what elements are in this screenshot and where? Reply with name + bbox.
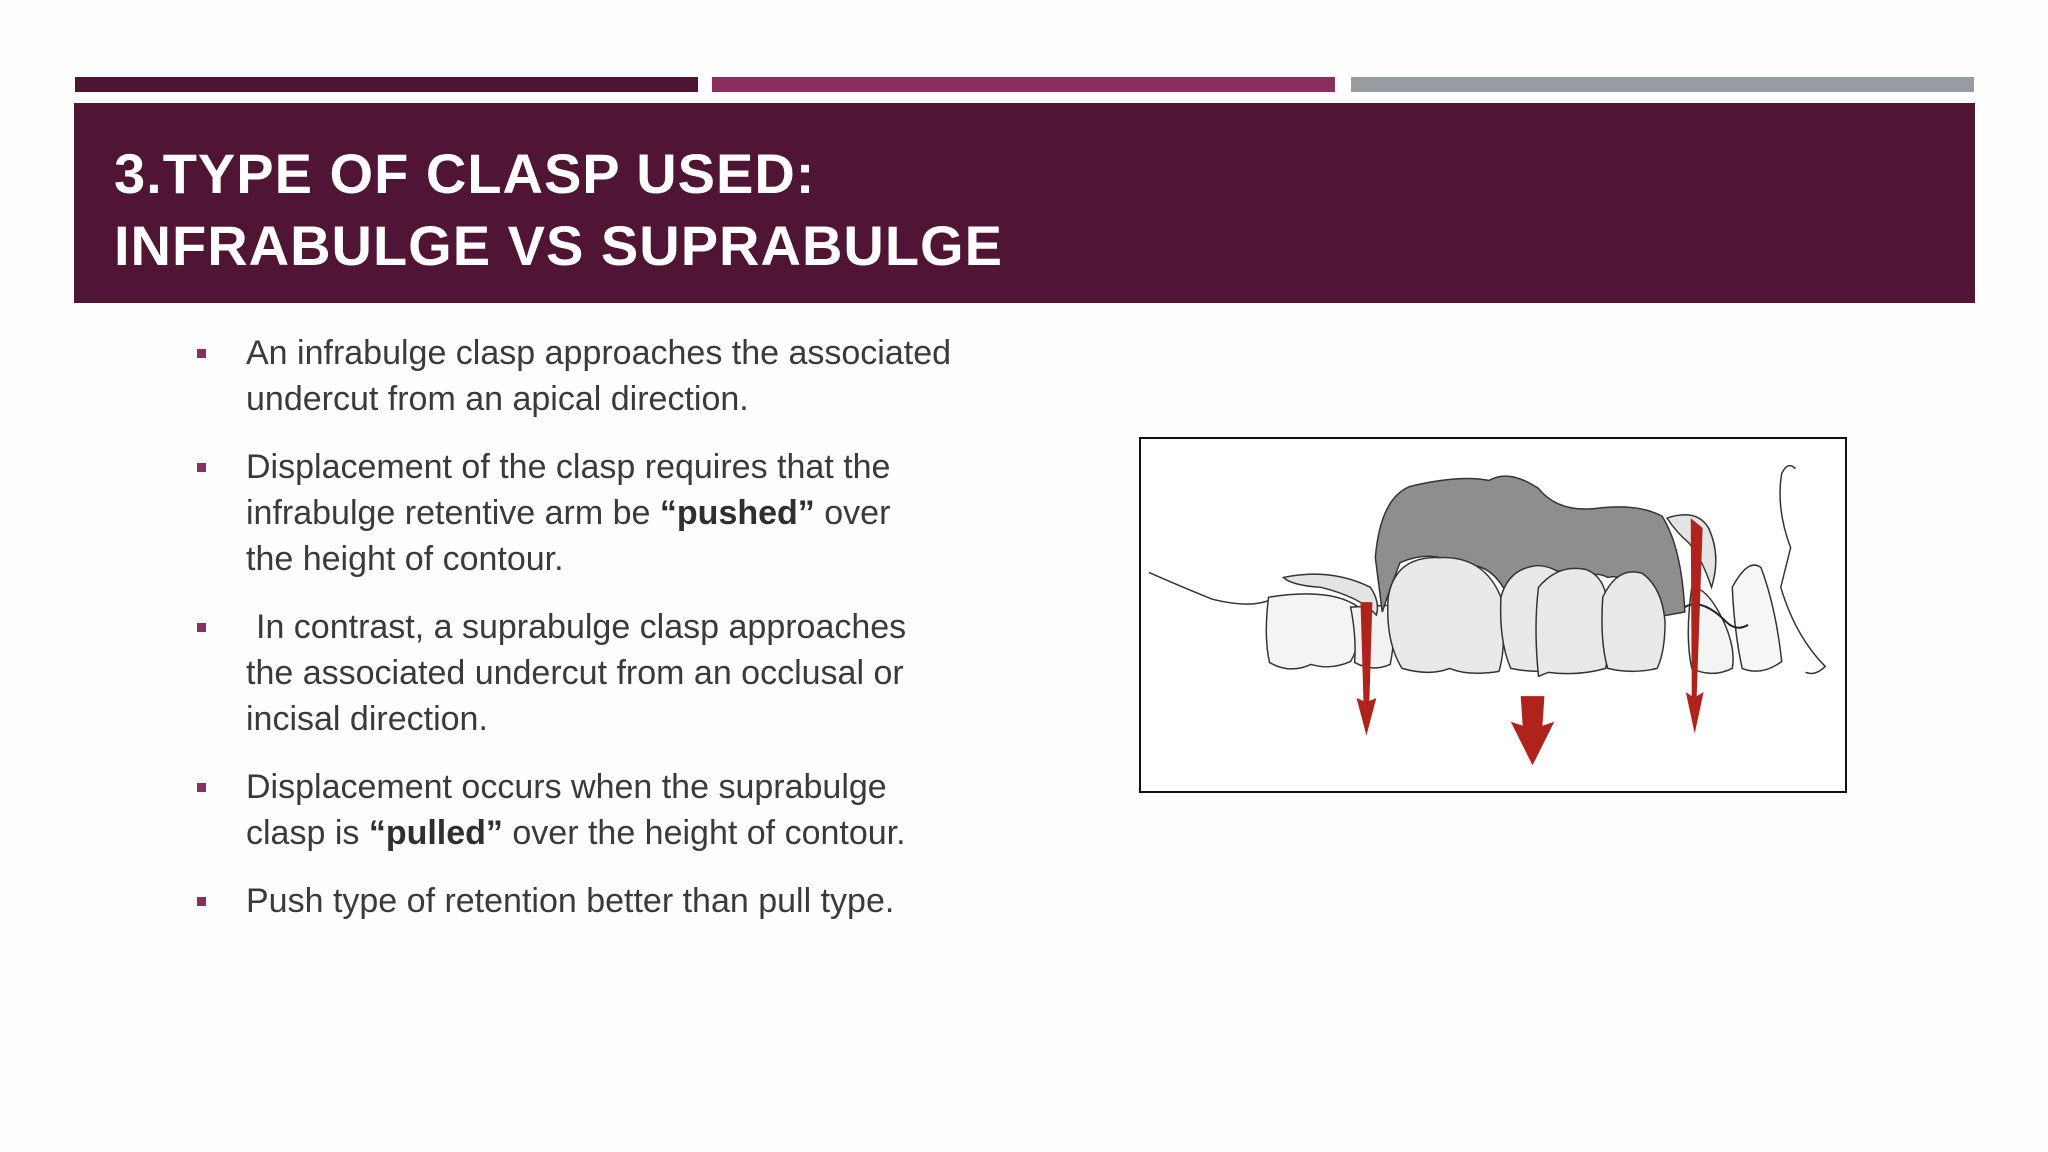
bullet-item: [190, 878, 990, 924]
bullet-square-icon: [197, 623, 206, 632]
bullet-text: over the height of contour.: [502, 814, 906, 852]
accent-bar-dark: [75, 77, 698, 92]
profile-outline: [1780, 466, 1825, 674]
tooth-lateral-incisor: [1536, 568, 1608, 676]
bullet-text: infrabulge retentive arm be: [246, 494, 660, 532]
bullet-bold-text: “pushed”: [659, 494, 815, 532]
tooth-molar-right: [1732, 565, 1781, 671]
slide-title-line-2: INFRABULGE VS SUPRABULGE: [114, 214, 1003, 277]
gum-line: [1149, 572, 1272, 604]
bullet-text-line: [246, 490, 990, 536]
bullet-item: [190, 444, 990, 582]
denture-clasp-illustration-icon: [1141, 439, 1845, 791]
tooth-canine: [1602, 572, 1665, 671]
bullet-text-line: Push type of retention better than pull type.: [246, 882, 895, 920]
bullet-square-icon: [197, 463, 206, 472]
bullet-text-line: undercut from an apical direction.: [246, 380, 749, 418]
bullet-square-icon: [197, 897, 206, 906]
accent-bar-magenta: [712, 77, 1335, 92]
tooth-molar: [1266, 594, 1359, 669]
bullet-text: clasp is: [246, 814, 369, 852]
bullet-text-line: the associated undercut from an occlusal or: [246, 654, 904, 692]
bullet-text-line: Displacement of the clasp requires that the: [246, 448, 891, 486]
slide-title-line-1: 3.TYPE OF CLASP USED:: [114, 142, 816, 205]
accent-bar-gray: [1351, 77, 1974, 92]
bullet-bold-text: “pulled”: [368, 814, 503, 852]
bullet-item: [190, 604, 990, 742]
bullet-list: [190, 330, 990, 946]
denture-clasp-figure: [1139, 437, 1847, 793]
bullet-text-line: [246, 810, 990, 856]
bullet-text: over: [814, 494, 891, 532]
bullet-text-line: In contrast, a suprabulge clasp approaches: [256, 608, 907, 646]
bullet-item: [190, 330, 990, 422]
title-band: [74, 103, 1975, 303]
bullet-square-icon: [197, 349, 206, 358]
tooth-central-incisor: [1388, 558, 1504, 674]
bullet-square-icon: [197, 783, 206, 792]
bullet-text-line: the height of contour.: [246, 540, 564, 578]
bullet-item: [190, 764, 990, 856]
arrow-down-icon: [1511, 696, 1555, 765]
bullet-text-line: An infrabulge clasp approaches the associated: [246, 334, 952, 372]
bullet-text-line: incisal direction.: [246, 700, 488, 738]
bullet-text-line: Displacement occurs when the suprabulge: [246, 768, 887, 806]
